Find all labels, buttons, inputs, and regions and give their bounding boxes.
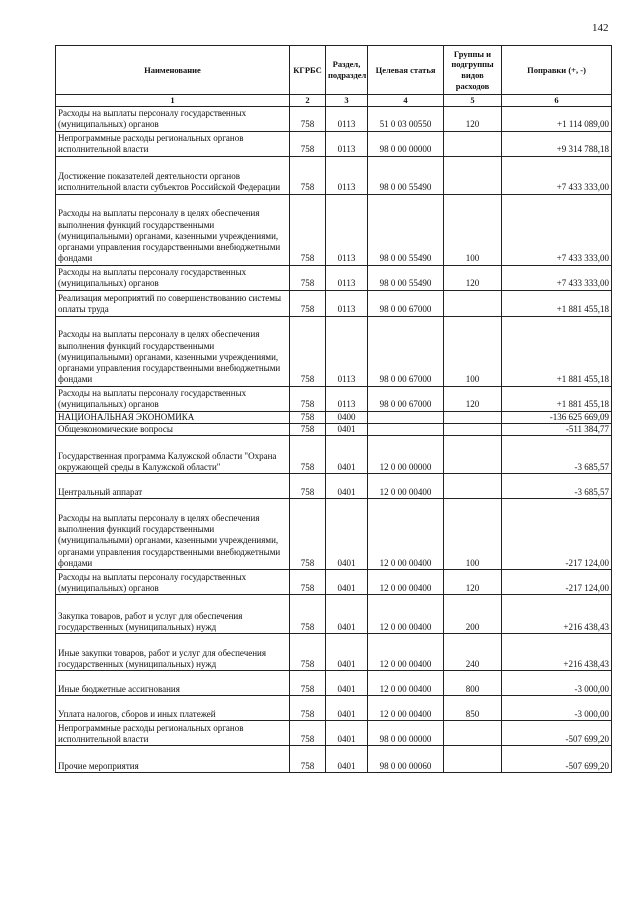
row-group: [444, 721, 502, 746]
header-amount: Поправки (+, -): [502, 46, 612, 95]
row-section: 0401: [326, 595, 368, 634]
row-section: 0401: [326, 671, 368, 696]
table-row: [56, 634, 612, 671]
table-row: [56, 696, 612, 721]
row-group: 240: [444, 634, 502, 671]
row-name: Общеэкономические вопросы: [56, 423, 290, 435]
row-target: 12 0 00 00400: [368, 634, 444, 671]
row-target: 98 0 00 55490: [368, 265, 444, 290]
table-row: [56, 423, 612, 435]
row-name: Расходы на выплаты персоналу государственных (муниципальных) органов: [56, 265, 290, 290]
row-target: [368, 411, 444, 423]
row-amount: +216 438,43: [502, 634, 612, 671]
row-kgrbs: 758: [290, 316, 326, 386]
row-target: 12 0 00 00400: [368, 570, 444, 595]
row-target: 98 0 00 55490: [368, 156, 444, 194]
row-kgrbs: 758: [290, 290, 326, 316]
table-row: [56, 265, 612, 290]
row-kgrbs: 758: [290, 265, 326, 290]
header-target: Целевая статья: [368, 46, 444, 95]
budget-amendments-table: [55, 45, 612, 773]
row-section: 0401: [326, 499, 368, 570]
row-target: 12 0 00 00000: [368, 436, 444, 474]
row-group: [444, 474, 502, 499]
table-row: [56, 411, 612, 423]
row-group: [444, 411, 502, 423]
row-amount: +1 881 455,18: [502, 290, 612, 316]
row-name: Расходы на выплаты персоналу государственных (муниципальных) органов: [56, 386, 290, 411]
row-group: 100: [444, 194, 502, 265]
row-target: 12 0 00 00400: [368, 696, 444, 721]
column-number: 1: [56, 95, 290, 107]
row-section: 0401: [326, 696, 368, 721]
row-amount: +7 433 333,00: [502, 194, 612, 265]
column-number: 6: [502, 95, 612, 107]
row-target: 12 0 00 00400: [368, 474, 444, 499]
row-name: Государственная программа Калужской области "Охрана окружающей среды в Калужской области": [56, 436, 290, 474]
table-row: [56, 316, 612, 386]
row-kgrbs: 758: [290, 721, 326, 746]
row-kgrbs: 758: [290, 131, 326, 156]
row-group: 100: [444, 499, 502, 570]
table-row: [56, 474, 612, 499]
page-number: 142: [592, 22, 609, 34]
row-amount: +1 114 089,00: [502, 106, 612, 131]
row-target: [368, 423, 444, 435]
column-number: 4: [368, 95, 444, 107]
row-section: 0113: [326, 265, 368, 290]
row-amount: +216 438,43: [502, 595, 612, 634]
row-section: 0401: [326, 634, 368, 671]
table-row: [56, 570, 612, 595]
row-amount: -136 625 669,09: [502, 411, 612, 423]
row-amount: -511 384,77: [502, 423, 612, 435]
column-number: 3: [326, 95, 368, 107]
row-name: Расходы на выплаты персоналу в целях обеспечения выполнения функций государственными (муниципальными) органами, казенными учреждениями, органами управления государственными внебюджетными фондами: [56, 316, 290, 386]
table-row: [56, 290, 612, 316]
row-group: [444, 746, 502, 773]
row-section: 0401: [326, 570, 368, 595]
row-amount: +1 881 455,18: [502, 316, 612, 386]
table-body: [56, 106, 612, 773]
table-row: [56, 721, 612, 746]
row-section: 0113: [326, 316, 368, 386]
row-amount: -507 699,20: [502, 746, 612, 773]
row-target: 98 0 00 67000: [368, 316, 444, 386]
row-amount: -217 124,00: [502, 570, 612, 595]
row-name: Достижение показателей деятельности органов исполнительной власти субъектов Российской Федерации: [56, 156, 290, 194]
header-kgrbs: КГРБС: [290, 46, 326, 95]
row-name: Прочие мероприятия: [56, 746, 290, 773]
row-group: 120: [444, 386, 502, 411]
row-section: 0113: [326, 106, 368, 131]
row-section: 0401: [326, 746, 368, 773]
row-section: 0401: [326, 474, 368, 499]
row-amount: -3 685,57: [502, 436, 612, 474]
row-kgrbs: 758: [290, 696, 326, 721]
row-group: 800: [444, 671, 502, 696]
row-kgrbs: 758: [290, 595, 326, 634]
column-number: 5: [444, 95, 502, 107]
row-name: Закупка товаров, работ и услуг для обеспечения государственных (муниципальных) нужд: [56, 595, 290, 634]
row-amount: +7 433 333,00: [502, 156, 612, 194]
row-target: 98 0 00 67000: [368, 290, 444, 316]
header-section: Раздел, подраздел: [326, 46, 368, 95]
row-group: 200: [444, 595, 502, 634]
row-name: Расходы на выплаты персоналу государственных (муниципальных) органов: [56, 570, 290, 595]
table-row: [56, 194, 612, 265]
row-group: 120: [444, 265, 502, 290]
table-header: [56, 46, 612, 107]
row-section: 0113: [326, 290, 368, 316]
row-target: 98 0 00 00060: [368, 746, 444, 773]
row-kgrbs: 758: [290, 106, 326, 131]
row-name: Расходы на выплаты персоналу в целях обеспечения выполнения функций государственными (муниципальными) органами, казенными учреждениями, органами управления государственными внебюджетными фондами: [56, 499, 290, 570]
row-kgrbs: 758: [290, 423, 326, 435]
row-kgrbs: 758: [290, 634, 326, 671]
table-row: [56, 595, 612, 634]
row-amount: +9 314 788,18: [502, 131, 612, 156]
row-group: 120: [444, 570, 502, 595]
row-section: 0401: [326, 436, 368, 474]
table-row: [56, 106, 612, 131]
table-row: [56, 386, 612, 411]
table-row: [56, 746, 612, 773]
row-kgrbs: 758: [290, 436, 326, 474]
row-kgrbs: 758: [290, 194, 326, 265]
table-row: [56, 156, 612, 194]
row-amount: +7 433 333,00: [502, 265, 612, 290]
row-amount: -217 124,00: [502, 499, 612, 570]
row-kgrbs: 758: [290, 499, 326, 570]
row-section: 0113: [326, 156, 368, 194]
row-kgrbs: 758: [290, 570, 326, 595]
row-name: Уплата налогов, сборов и иных платежей: [56, 696, 290, 721]
row-kgrbs: 758: [290, 411, 326, 423]
column-number: 2: [290, 95, 326, 107]
row-target: 12 0 00 00400: [368, 671, 444, 696]
row-target: 12 0 00 00400: [368, 595, 444, 634]
row-amount: -3 685,57: [502, 474, 612, 499]
row-group: [444, 423, 502, 435]
row-kgrbs: 758: [290, 474, 326, 499]
row-kgrbs: 758: [290, 671, 326, 696]
row-kgrbs: 758: [290, 386, 326, 411]
row-target: 98 0 00 67000: [368, 386, 444, 411]
table-row: [56, 436, 612, 474]
row-kgrbs: 758: [290, 156, 326, 194]
row-amount: +1 881 455,18: [502, 386, 612, 411]
row-group: 100: [444, 316, 502, 386]
row-section: 0113: [326, 131, 368, 156]
row-amount: -507 699,20: [502, 721, 612, 746]
row-target: 98 0 00 00000: [368, 131, 444, 156]
header-group: Группы и подгруппы видов расходов: [444, 46, 502, 95]
row-name: Иные закупки товаров, работ и услуг для обеспечения государственных (муниципальных) нужд: [56, 634, 290, 671]
table-row: [56, 499, 612, 570]
row-name: Реализация мероприятий по совершенствованию системы оплаты труда: [56, 290, 290, 316]
row-name: Расходы на выплаты персоналу в целях обеспечения выполнения функций государственными (муниципальными) органами, казенными учреждениями, органами управления государственными внебюджетными фондами: [56, 194, 290, 265]
row-name: НАЦИОНАЛЬНАЯ ЭКОНОМИКА: [56, 411, 290, 423]
row-target: 98 0 00 55490: [368, 194, 444, 265]
row-group: 120: [444, 106, 502, 131]
row-kgrbs: 758: [290, 746, 326, 773]
table-row: [56, 671, 612, 696]
row-name: Непрограммные расходы региональных органов исполнительной власти: [56, 131, 290, 156]
row-group: 850: [444, 696, 502, 721]
row-target: 98 0 00 00000: [368, 721, 444, 746]
row-section: 0113: [326, 386, 368, 411]
row-target: 51 0 03 00550: [368, 106, 444, 131]
row-group: [444, 156, 502, 194]
row-name: Непрограммные расходы региональных органов исполнительной власти: [56, 721, 290, 746]
row-section: 0401: [326, 721, 368, 746]
row-section: 0400: [326, 411, 368, 423]
row-group: [444, 290, 502, 316]
row-group: [444, 131, 502, 156]
row-section: 0401: [326, 423, 368, 435]
row-section: 0113: [326, 194, 368, 265]
row-amount: -3 000,00: [502, 671, 612, 696]
table-row: [56, 131, 612, 156]
row-group: [444, 436, 502, 474]
row-target: 12 0 00 00400: [368, 499, 444, 570]
row-name: Центральный аппарат: [56, 474, 290, 499]
row-name: Иные бюджетные ассигнования: [56, 671, 290, 696]
row-name: Расходы на выплаты персоналу государственных (муниципальных) органов: [56, 106, 290, 131]
header-name: Наименование: [56, 46, 290, 95]
row-amount: -3 000,00: [502, 696, 612, 721]
